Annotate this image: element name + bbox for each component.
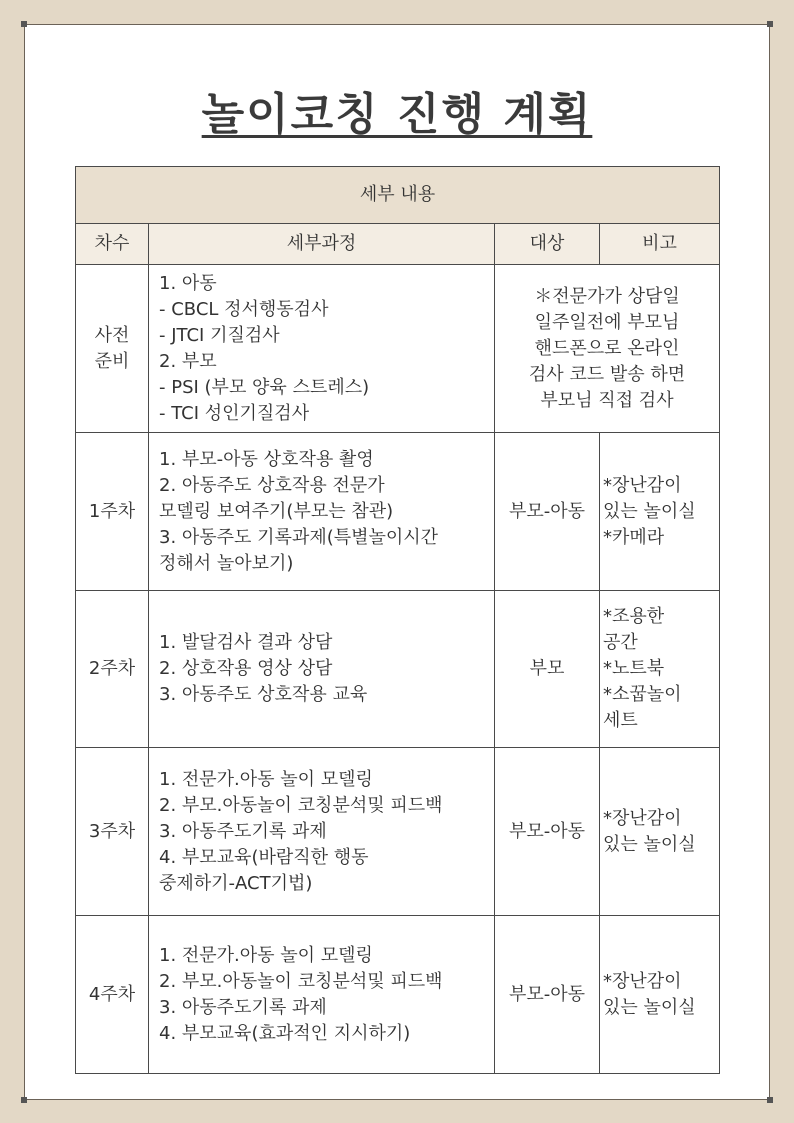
note-line: *조용한	[603, 606, 665, 627]
col-header-process: 세부과정	[149, 224, 495, 265]
process-line: 2. 부모.아동놀이 코칭분석및 피드백	[159, 970, 443, 992]
col-header-note: 비고	[600, 224, 720, 265]
round-label: 준비	[94, 350, 130, 372]
process-line: 1. 전문가.아동 놀이 모델링	[159, 944, 373, 966]
table-header-row	[76, 167, 720, 224]
process-line: 3. 아동주도기록 과제	[159, 820, 327, 842]
table-row-week1	[76, 433, 720, 591]
frame-corner	[767, 21, 773, 27]
note-line: *카메라	[603, 526, 665, 548]
process-line: 1. 전문가.아동 놀이 모델링	[159, 768, 373, 790]
frame-corner	[21, 1097, 27, 1103]
note-line: *장난감이	[603, 807, 682, 829]
process-line: 2. 부모	[159, 350, 217, 372]
note-line: *장난감이	[603, 970, 682, 992]
round-cell: 2주차	[76, 591, 149, 748]
process-line: 3. 아동주도기록 과제	[159, 996, 327, 1018]
round-cell: 1주차	[76, 433, 149, 591]
column-header-row	[76, 224, 720, 265]
note-line: 일주일전에 부모님	[534, 311, 680, 333]
process-line: 2. 상호작용 영상 상담	[159, 658, 333, 679]
note-line: 있는 놀이실	[603, 833, 696, 855]
process-line: - TCI 성인기질검사	[159, 402, 310, 424]
note-line: *장난감이	[603, 474, 682, 496]
note-line: 공간	[603, 632, 638, 653]
process-line: 모델링 보여주기(부모는 참관)	[159, 500, 394, 522]
note-line: *노트북	[603, 658, 665, 679]
note-line: 핸드폰으로 온라인	[534, 337, 680, 359]
page-title	[0, 78, 794, 142]
round-cell: 3주차	[76, 748, 149, 916]
process-line: 1. 발달검사 결과 상담	[159, 632, 333, 653]
target-cell: 부모-아동	[495, 916, 600, 1074]
table-row-prep	[76, 265, 720, 433]
table-row-week4	[76, 916, 720, 1074]
target-cell: 부모-아동	[495, 748, 600, 916]
process-line: 3. 아동주도 상호작용 교육	[159, 684, 368, 705]
note-line: *소꿉놀이	[603, 684, 682, 705]
note-cell	[600, 748, 720, 916]
target-cell: 부모-아동	[495, 433, 600, 591]
note-line: 있는 놀이실	[603, 996, 696, 1018]
note-cell	[600, 916, 720, 1074]
process-cell	[149, 433, 495, 591]
plan-table	[75, 166, 720, 1074]
process-line: 정해서 놀아보기)	[159, 552, 294, 574]
process-line: 중제하기-ACT기법)	[159, 872, 313, 894]
page-title-text: 놀이코칭 진행 계획	[201, 89, 593, 140]
note-cell	[600, 433, 720, 591]
table-header: 세부 내용	[76, 167, 720, 224]
table-row-week2	[76, 591, 720, 748]
round-cell: 4주차	[76, 916, 149, 1074]
process-line: - CBCL 정서행동검사	[159, 298, 329, 320]
note-line: 검사 코드 발송 하면	[528, 363, 686, 385]
table-row-week3	[76, 748, 720, 916]
process-cell	[149, 748, 495, 916]
note-line: 세트	[603, 710, 638, 731]
process-line: 3. 아동주도 기록과제(특별놀이시간	[159, 526, 439, 548]
process-line: - PSI (부모 양육 스트레스)	[159, 376, 370, 398]
col-header-round: 차수	[76, 224, 149, 265]
note-cell	[600, 591, 720, 748]
prep-note-cell	[495, 265, 720, 433]
note-line: 부모님 직접 검사	[540, 389, 674, 411]
round-label: 사전	[94, 324, 130, 346]
process-line: 2. 부모.아동놀이 코칭분석및 피드백	[159, 794, 443, 816]
process-line: - JTCI 기질검사	[159, 324, 280, 346]
note-line: ＊전문가가 상담일	[534, 285, 680, 307]
process-line: 4. 부모교육(효과적인 지시하기)	[159, 1022, 411, 1044]
target-cell: 부모	[495, 591, 600, 748]
process-line: 1. 아동	[159, 272, 217, 294]
process-cell	[149, 916, 495, 1074]
frame-corner	[767, 1097, 773, 1103]
process-line: 4. 부모교육(바람직한 행동	[159, 846, 369, 868]
process-cell	[149, 591, 495, 748]
note-line: 있는 놀이실	[603, 500, 696, 522]
col-header-target: 대상	[495, 224, 600, 265]
process-line: 2. 아동주도 상호작용 전문가	[159, 474, 385, 496]
process-line: 1. 부모-아동 상호작용 촬영	[159, 448, 374, 470]
process-cell	[149, 265, 495, 433]
frame-corner	[21, 21, 27, 27]
round-cell	[76, 265, 149, 433]
